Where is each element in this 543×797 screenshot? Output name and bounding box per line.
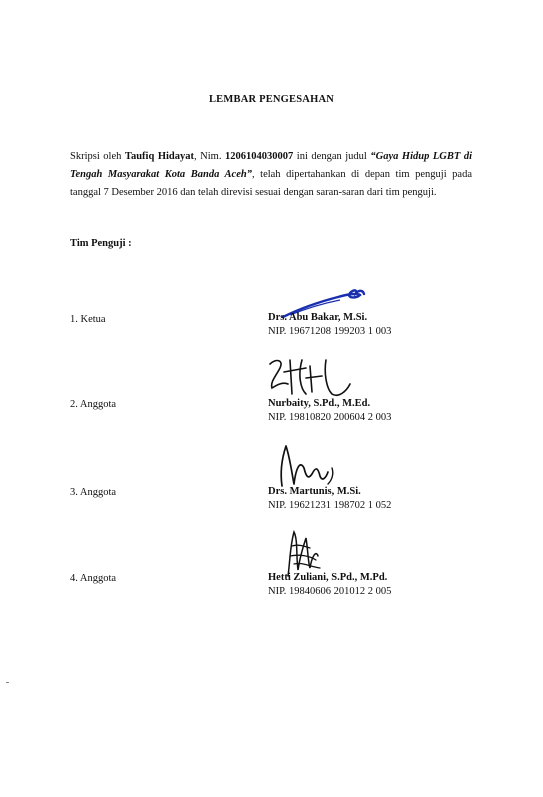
page-title: LEMBAR PENGESAHAN (208, 94, 335, 105)
student-nim: 1206104030007 (225, 151, 294, 162)
examiner-team-label: Tim Penguji : (70, 238, 132, 249)
para-text-4: , telah dipertahankan di depan tim penguji pada tanggal 7 Desember 2016 dan telah direvisi sesuai dengan saran-saran dari tim penguji. (70, 169, 472, 198)
examiner-role-4: 4. Anggota (70, 573, 117, 584)
para-text-1: Skripsi oleh (70, 151, 125, 162)
signature-2 (266, 354, 356, 402)
para-text-2: , Nim. (194, 151, 225, 162)
examiner-nip-3: NIP. 19621231 198702 1 052 (268, 500, 392, 511)
student-name: Taufiq Hidayat (124, 151, 194, 162)
thesis-title: “Gaya Hidup LGBT di Tengah Masyarakat Kota Banda Aceh” (70, 151, 472, 180)
examiner-role-3: 3. Anggota (70, 487, 117, 498)
examiner-name-2: Nurbaity, S.Pd., M.Ed. (268, 398, 371, 409)
examiner-name-4: Hetti Zuliani, S.Pd., M.Pd. (268, 572, 388, 583)
examiner-nip-4: NIP. 19840606 201012 2 005 (268, 586, 392, 597)
scan-speck (6, 682, 9, 683)
signature-4 (280, 526, 330, 578)
examiner-nip-1: NIP. 19671208 199203 1 003 (268, 326, 392, 337)
examiner-name-3: Drs. Martunis, M.Si. (268, 486, 361, 497)
examiner-name-1: Drs. Abu Bakar, M.Si. (268, 312, 368, 323)
examiner-nip-2: NIP. 19810820 200604 2 003 (268, 412, 392, 423)
para-text-3: ini dengan judul (293, 151, 371, 162)
examiner-role-1: 1. Ketua (70, 314, 106, 325)
signature-3 (276, 438, 346, 490)
approval-paragraph (70, 148, 472, 202)
examiner-role-2: 2. Anggota (70, 399, 117, 410)
